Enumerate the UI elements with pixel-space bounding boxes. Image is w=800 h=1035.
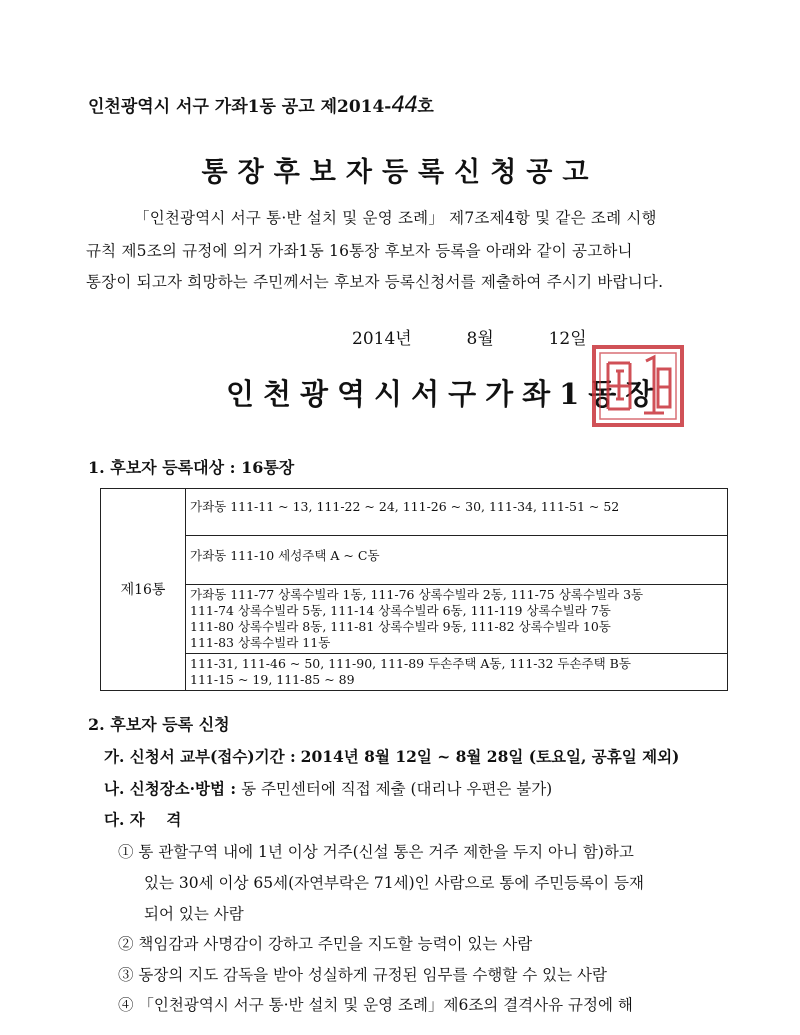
- date-year: 2014년: [352, 329, 412, 349]
- cell-line: 111-31, 111-46 ~ 50, 111-90, 111-89 두손주택 A동, 111-32 두손주택 B동: [190, 656, 631, 671]
- table-cell: [186, 585, 728, 654]
- item-qualifications-heading: 다. 자 격: [104, 810, 182, 829]
- cell-line: 가좌동 111-77 상록수빌라 1동, 111-76 상록수빌라 2동, 111-75 상록수빌라 3동: [190, 587, 644, 602]
- cell-line: 111-74 상록수빌라 5동, 111-14 상록수빌라 6동, 111-119 상록수빌라 7동: [190, 603, 611, 618]
- item-ga-label: 가. 신청서 교부(접수)기간 :: [104, 747, 296, 766]
- item-application-period: [104, 745, 679, 767]
- intro-line-2: 규칙 제5조의 규정에 의거 가좌1동 16통장 후보자 등록을 아래와 같이 공고하니: [86, 242, 633, 260]
- intro-line-3: 통장이 되고자 희망하는 주민께서는 후보자 등록신청서를 제출하여 주시기 바랍니다.: [86, 273, 664, 291]
- qualification-2: ② 책임감과 사명감이 강하고 주민을 지도할 능력이 있는 사람: [118, 935, 533, 953]
- handwritten-number: 44: [391, 93, 418, 118]
- item-ga-value: 2014년 8월 12일 ~ 8월 28일 (토요일, 공휴일 제외): [300, 747, 680, 766]
- item-na-label: 나. 신청장소·방법 :: [104, 779, 237, 798]
- page-title: 통장후보자등록신청공고: [201, 157, 599, 188]
- section-2-heading: 2. 후보자 등록 신청: [88, 715, 230, 734]
- official-seal-stamp: [588, 343, 688, 429]
- notice-prefix: 인천광역시 서구 가좌1동 공고 제2014-: [88, 97, 392, 117]
- cell-line: 가좌동 111-11 ~ 13, 111-22 ~ 24, 111-26 ~ 30, 111-34, 111-51 ~ 52: [190, 499, 620, 514]
- cell-line: 111-15 ~ 19, 111-85 ~ 89: [190, 672, 355, 687]
- qualification-1-line-1: ① 통 관할구역 내에 1년 이상 거주(신설 통은 거주 제한을 두지 아니 함)하고: [118, 843, 634, 861]
- qualification-1-line-3: 되어 있는 사람: [144, 905, 244, 923]
- notice-date: [352, 324, 587, 349]
- qualification-1-line-2: 있는 30세 이상 65세(자연부락은 71세)인 사람으로 통에 주민등록이 등재: [144, 874, 644, 892]
- item-application-place: [104, 777, 552, 799]
- issuing-office: 인천광역시서구가좌1동장: [226, 377, 663, 411]
- table-row: [101, 654, 728, 691]
- date-month: 8월: [466, 329, 494, 349]
- cell-line: 가좌동 111-10 세성주택 A ~ C동: [190, 548, 380, 563]
- date-day: 12일: [548, 329, 587, 349]
- cell-line: 111-83 상록수빌라 11동: [190, 635, 331, 650]
- notice-number: [88, 92, 434, 118]
- item-na-value: 동 주민센터에 직접 제출 (대리나 우편은 불가): [241, 780, 553, 798]
- qualification-3: ③ 동장의 지도 감독을 받아 성실하게 규정된 임무를 수행할 수 있는 사람: [118, 966, 607, 984]
- cell-line: 111-80 상록수빌라 8동, 111-81 상록수빌라 9동, 111-82 상록수빌라 10동: [190, 619, 611, 634]
- row-label-16tong: 제16통: [101, 489, 186, 691]
- qualification-4: ④ 「인천광역시 서구 통·반 설치 및 운영 조례」제6조의 결격사유 규정에 해: [118, 996, 633, 1014]
- table-row: [101, 585, 728, 654]
- table-cell: [186, 489, 728, 536]
- table-cell: [186, 536, 728, 585]
- table-cell: [186, 654, 728, 691]
- intro-line-1: 「인천광역시 서구 통·반 설치 및 운영 조례」 제7조제4항 및 같은 조례 시행: [134, 209, 657, 227]
- section-1-heading: 1. 후보자 등록대상 : 16통장: [88, 458, 295, 477]
- table-row: [101, 536, 728, 585]
- notice-suffix: 호: [417, 97, 434, 117]
- table-row: [101, 489, 728, 536]
- target-area-table: [100, 488, 728, 691]
